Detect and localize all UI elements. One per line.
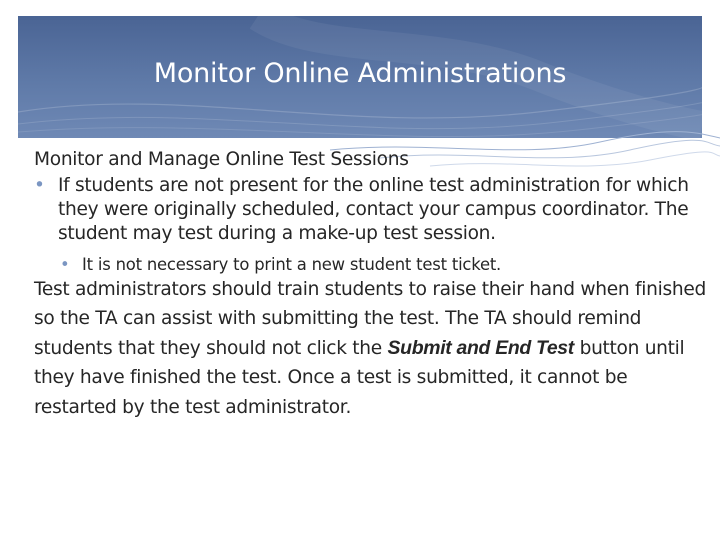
paragraph-text-start: Test administrators should train students to raise their hand when finished so the TA can assist with submitting the test. The TA should remind students that they should not click the — [34, 279, 706, 359]
bullet-text: If students are not present for the online test administration for which they were originally scheduled, contact your campus coordinator. The student may test during a make-up test session. — [58, 175, 689, 244]
sub-bullet-text: It is not necessary to print a new student test ticket. — [82, 255, 502, 274]
slide-title: Monitor Online Administrations — [153, 58, 567, 89]
slide-body — [34, 148, 706, 422]
instruction-paragraph — [34, 275, 706, 422]
paragraph-text-end: button until they have finished the test. Once a test is submitted, it cannot be restarted by the test administrator. — [34, 337, 685, 418]
submit-end-test-emphasis: Submit and End Test — [387, 336, 574, 359]
sub-bullet-item — [34, 255, 706, 275]
bullet-item — [34, 174, 706, 246]
sub-bullet-icon: • — [60, 255, 70, 274]
bullet-icon: • — [34, 175, 45, 196]
subheading: Monitor and Manage Online Test Sessions — [34, 149, 409, 170]
